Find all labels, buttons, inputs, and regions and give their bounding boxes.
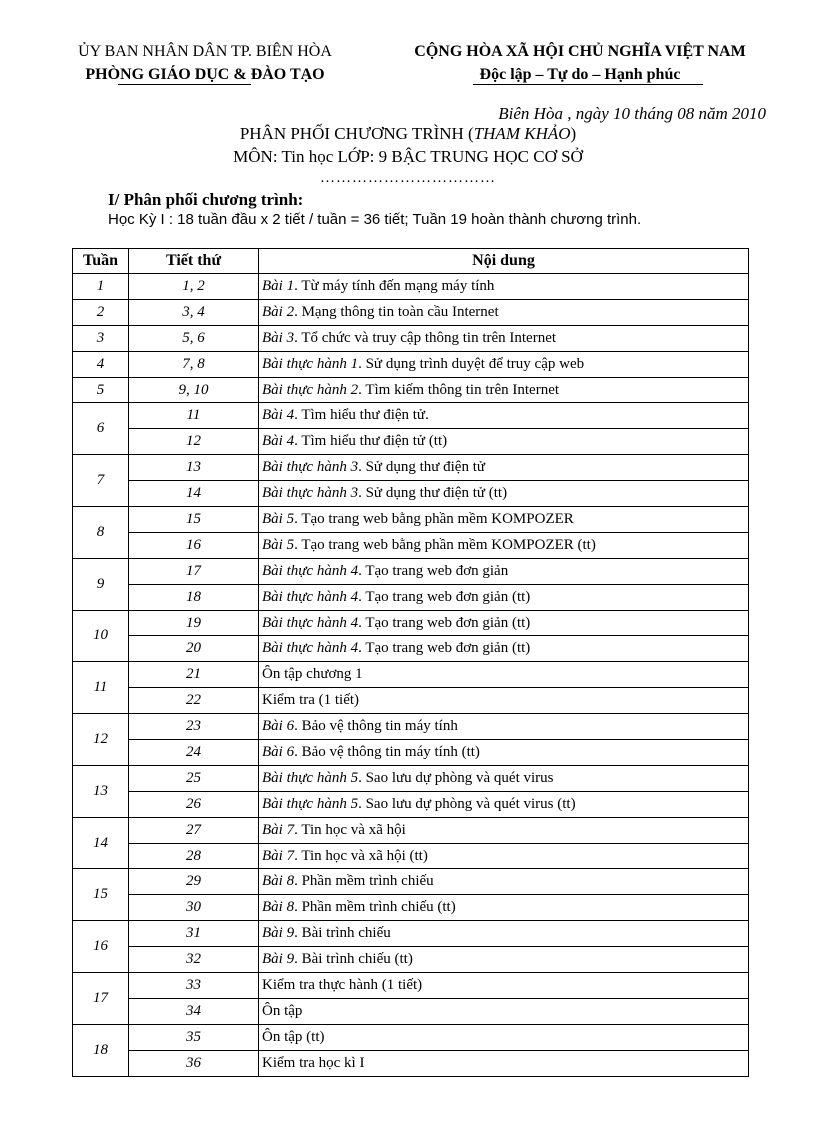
content-cell — [259, 921, 749, 947]
week-cell: 11 — [73, 662, 129, 714]
period-cell: 35 — [129, 1024, 259, 1050]
lesson-title: . Tạo trang web bằng phần mềm KOMPOZER (tt) — [294, 536, 596, 553]
lesson-title: . Bài trình chiếu (tt) — [294, 951, 413, 968]
period-cell: 22 — [129, 688, 259, 714]
table-row — [73, 403, 749, 429]
table-row — [73, 481, 749, 507]
issuer-city: ỦY BAN NHÂN DÂN TP. BIÊN HÒA — [78, 43, 332, 60]
table-header-row — [73, 249, 749, 274]
lesson-label: Bài thực hành 1 — [262, 355, 359, 372]
period-cell: 9, 10 — [129, 377, 259, 403]
motto: Độc lập – Tự do – Hạnh phúc — [479, 66, 681, 83]
content-cell — [259, 377, 749, 403]
table-row — [73, 947, 749, 973]
content-cell — [259, 765, 749, 791]
lesson-label: Bài thực hành 5 — [262, 795, 359, 812]
lesson-title: . Tạo trang web bằng phần mềm KOMPOZER — [294, 510, 574, 527]
national-motto-block — [380, 40, 780, 86]
lesson-title: . Tìm hiểu thư điện tử. — [294, 407, 429, 424]
period-cell: 7, 8 — [129, 351, 259, 377]
week-cell: 9 — [73, 558, 129, 610]
table-row — [73, 843, 749, 869]
period-cell: 5, 6 — [129, 325, 259, 351]
week-cell: 10 — [73, 610, 129, 662]
content-cell — [259, 714, 749, 740]
table-row — [73, 791, 749, 817]
week-cell: 1 — [73, 274, 129, 300]
table-body — [73, 274, 749, 1077]
subject-line: MÔN: Tin học LỚP: 9 BẬC TRUNG HỌC CƠ SỞ — [233, 147, 583, 166]
lesson-label: Bài 6 — [262, 718, 295, 735]
content-cell — [259, 299, 749, 325]
lesson-title: . Tạo trang web đơn giản (tt) — [358, 640, 531, 657]
period-cell: 30 — [129, 895, 259, 921]
lesson-label: Bài thực hành 3 — [262, 459, 359, 476]
lesson-label: Bài thực hành 4 — [262, 588, 359, 605]
table-row — [73, 817, 749, 843]
period-cell: 19 — [129, 610, 259, 636]
lesson-title: . Sử dụng thư điện tử (tt) — [358, 485, 508, 502]
lesson-label: Bài 6 — [262, 743, 295, 760]
week-cell: 2 — [73, 299, 129, 325]
content-cell — [259, 1050, 749, 1076]
period-cell: 17 — [129, 558, 259, 584]
week-cell: 14 — [73, 817, 129, 869]
table-row — [73, 351, 749, 377]
lesson-title: Kiểm tra học kì I — [262, 1054, 365, 1071]
period-cell: 16 — [129, 532, 259, 558]
content-cell — [259, 895, 749, 921]
lesson-label: Bài thực hành 4 — [262, 614, 359, 631]
section-heading: I/ Phân phối chương trình: — [108, 190, 304, 209]
table-row — [73, 558, 749, 584]
lesson-title: . Tạo trang web đơn giản (tt) — [358, 614, 531, 631]
lesson-label: Bài 9 — [262, 925, 295, 942]
week-cell: 6 — [73, 403, 129, 455]
table-row — [73, 610, 749, 636]
content-cell — [259, 973, 749, 999]
content-cell — [259, 584, 749, 610]
lesson-title: Ôn tập (tt) — [262, 1028, 325, 1045]
lesson-label: Bài 8 — [262, 873, 295, 890]
country-name: CỘNG HÒA XÃ HỘI CHỦ NGHĨA VIỆT NAM — [414, 43, 746, 60]
period-cell: 11 — [129, 403, 259, 429]
lesson-title: . Sử dụng trình duyệt để truy cập web — [358, 355, 585, 372]
lesson-title: Ôn tập — [262, 1002, 303, 1019]
lesson-title: . Tìm kiếm thông tin trên Internet — [358, 381, 560, 398]
table-row — [73, 274, 749, 300]
content-cell — [259, 636, 749, 662]
lesson-title: . Bảo vệ thông tin máy tính — [294, 718, 458, 735]
lesson-label: Bài thực hành 3 — [262, 485, 359, 502]
table-row — [73, 1024, 749, 1050]
lesson-title: . Tin học và xã hội (tt) — [294, 847, 428, 864]
lesson-title: Kiểm tra (1 tiết) — [262, 692, 360, 709]
title-suffix: ) — [570, 124, 577, 143]
col-header-content: Nội dung — [259, 249, 749, 274]
table-row — [73, 895, 749, 921]
period-cell: 36 — [129, 1050, 259, 1076]
lesson-label: Bài 9 — [262, 951, 295, 968]
lesson-title: Kiểm tra thực hành (1 tiết) — [262, 976, 423, 993]
table-row — [73, 636, 749, 662]
lesson-title: . Bảo vệ thông tin máy tính (tt) — [294, 743, 480, 760]
content-cell — [259, 688, 749, 714]
dotted-separator: …………………………… — [320, 170, 496, 186]
issuer-underline — [118, 84, 251, 85]
table-row — [73, 377, 749, 403]
content-cell — [259, 325, 749, 351]
program-table — [72, 248, 749, 1077]
week-cell: 4 — [73, 351, 129, 377]
week-cell: 18 — [73, 1024, 129, 1076]
period-cell: 28 — [129, 843, 259, 869]
table-row — [73, 765, 749, 791]
week-cell: 17 — [73, 973, 129, 1025]
table-row — [73, 662, 749, 688]
period-cell: 32 — [129, 947, 259, 973]
period-cell: 3, 4 — [129, 299, 259, 325]
table-row — [73, 921, 749, 947]
title-prefix: PHÂN PHỐI CHƯƠNG TRÌNH ( — [239, 124, 474, 143]
lesson-title: . Sao lưu dự phòng và quét virus — [358, 769, 554, 786]
lesson-label: Bài 7 — [262, 847, 295, 864]
content-cell — [259, 481, 749, 507]
week-cell: 13 — [73, 765, 129, 817]
document-title — [0, 124, 816, 144]
section-subheading: Học Kỳ I : 18 tuần đầu x 2 tiết / tuần = 36 tiết; Tuần 19 hoàn thành chương trình. — [108, 211, 642, 228]
lesson-title: . Sao lưu dự phòng và quét virus (tt) — [358, 795, 576, 812]
lesson-label: Bài 4 — [262, 407, 295, 424]
lesson-title: . Mạng thông tin toàn cầu Internet — [294, 303, 499, 320]
period-cell: 26 — [129, 791, 259, 817]
content-cell — [259, 274, 749, 300]
col-header-week: Tuần — [73, 249, 129, 274]
week-cell: 16 — [73, 921, 129, 973]
lesson-label: Bài 7 — [262, 821, 295, 838]
content-cell — [259, 351, 749, 377]
table-row — [73, 325, 749, 351]
period-cell: 24 — [129, 740, 259, 766]
table-row — [73, 740, 749, 766]
period-cell: 18 — [129, 584, 259, 610]
table-row — [73, 869, 749, 895]
table-row — [73, 998, 749, 1024]
lesson-title: . Tạo trang web đơn giản — [358, 562, 509, 579]
table-row — [73, 429, 749, 455]
issuer-department: PHÒNG GIÁO DỤC & ĐÀO TẠO — [85, 66, 325, 83]
content-cell — [259, 610, 749, 636]
week-cell: 3 — [73, 325, 129, 351]
period-cell: 23 — [129, 714, 259, 740]
lesson-label: Bài 4 — [262, 433, 295, 450]
period-cell: 15 — [129, 507, 259, 533]
table-row — [73, 532, 749, 558]
lesson-label: Bài thực hành 2 — [262, 381, 359, 398]
period-cell: 13 — [129, 455, 259, 481]
week-cell: 12 — [73, 714, 129, 766]
period-cell: 31 — [129, 921, 259, 947]
table-row — [73, 299, 749, 325]
content-cell — [259, 429, 749, 455]
content-cell — [259, 869, 749, 895]
lesson-label: Bài 3 — [262, 329, 295, 346]
lesson-title: . Từ máy tính đến mạng máy tính — [294, 277, 495, 294]
content-cell — [259, 532, 749, 558]
lesson-title: . Phần mềm trình chiếu — [294, 873, 434, 890]
week-cell: 8 — [73, 507, 129, 559]
content-cell — [259, 662, 749, 688]
content-cell — [259, 455, 749, 481]
content-cell — [259, 1024, 749, 1050]
content-cell — [259, 558, 749, 584]
period-cell: 1, 2 — [129, 274, 259, 300]
table-row — [73, 507, 749, 533]
motto-underline — [473, 84, 703, 85]
lesson-label: Bài 2 — [262, 303, 295, 320]
content-cell — [259, 817, 749, 843]
content-cell — [259, 507, 749, 533]
content-cell — [259, 843, 749, 869]
content-cell — [259, 791, 749, 817]
lesson-label: Bài 5 — [262, 536, 295, 553]
period-cell: 29 — [129, 869, 259, 895]
table-row — [73, 455, 749, 481]
content-cell — [259, 947, 749, 973]
table-row — [73, 584, 749, 610]
table-row — [73, 688, 749, 714]
title-italic: THAM KHẢO — [473, 124, 571, 143]
lesson-title: . Tạo trang web đơn giản (tt) — [358, 588, 531, 605]
table-row — [73, 973, 749, 999]
period-cell: 34 — [129, 998, 259, 1024]
lesson-title: . Bài trình chiếu — [294, 925, 391, 942]
lesson-title: . Tin học và xã hội — [294, 821, 406, 838]
content-cell — [259, 740, 749, 766]
lesson-title: . Tổ chức và truy cập thông tin trên Internet — [294, 329, 557, 346]
week-cell: 15 — [73, 869, 129, 921]
period-cell: 21 — [129, 662, 259, 688]
period-cell: 25 — [129, 765, 259, 791]
content-cell — [259, 998, 749, 1024]
week-cell: 5 — [73, 377, 129, 403]
lesson-label: Bài 5 — [262, 510, 295, 527]
content-cell — [259, 403, 749, 429]
period-cell: 27 — [129, 817, 259, 843]
table-row — [73, 1050, 749, 1076]
period-cell: 12 — [129, 429, 259, 455]
issuer-block — [40, 40, 370, 86]
lesson-title: . Tìm hiểu thư điện tử (tt) — [294, 433, 448, 450]
period-cell: 14 — [129, 481, 259, 507]
lesson-label: Bài thực hành 4 — [262, 640, 359, 657]
lesson-title: . Sử dụng thư điện tử — [358, 459, 485, 476]
lesson-label: Bài 1 — [262, 277, 295, 294]
lesson-title: Ôn tập chương 1 — [262, 666, 363, 683]
period-cell: 20 — [129, 636, 259, 662]
lesson-label: Bài thực hành 5 — [262, 769, 359, 786]
lesson-label: Bài thực hành 4 — [262, 562, 359, 579]
lesson-title: . Phần mềm trình chiếu (tt) — [294, 899, 456, 916]
lesson-label: Bài 8 — [262, 899, 295, 916]
col-header-period: Tiết thứ — [129, 249, 259, 274]
document-date: Biên Hòa , ngày 10 tháng 08 năm 2010 — [498, 104, 766, 123]
table-row — [73, 714, 749, 740]
period-cell: 33 — [129, 973, 259, 999]
week-cell: 7 — [73, 455, 129, 507]
